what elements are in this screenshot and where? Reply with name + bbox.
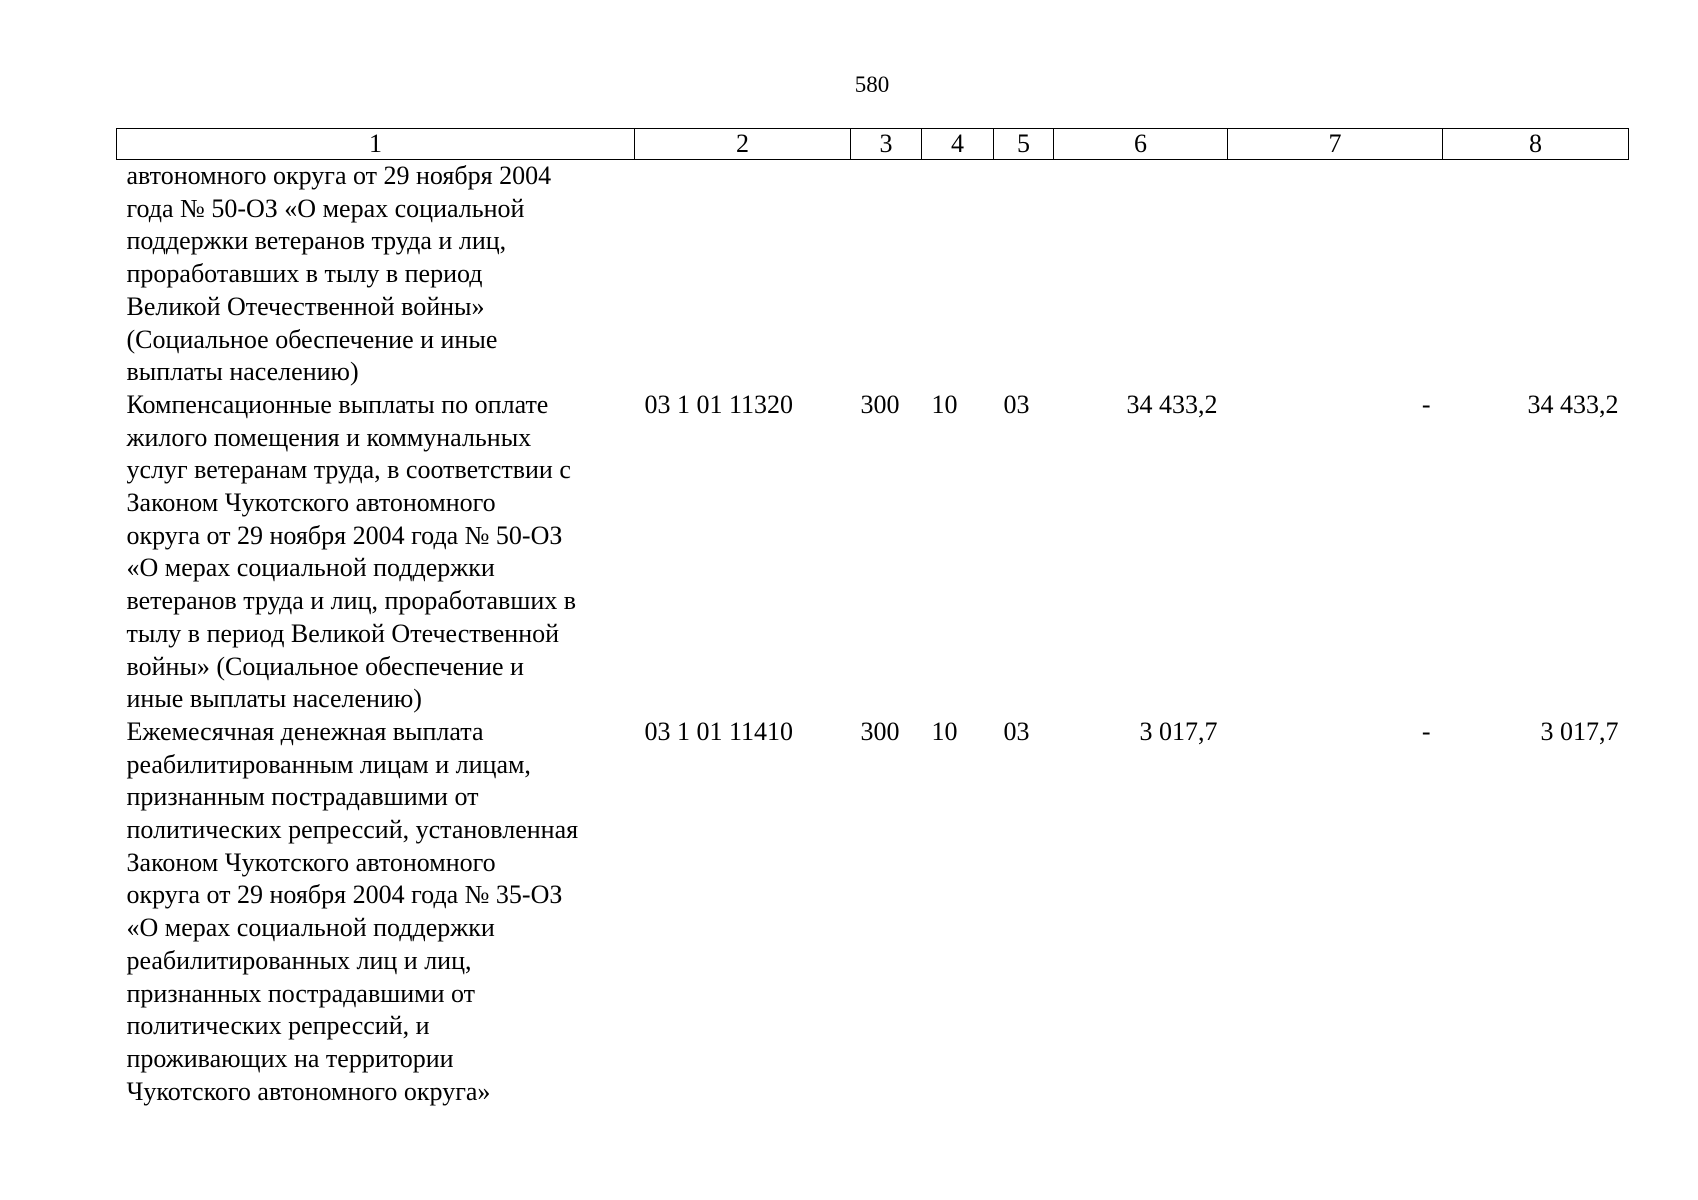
header-col-7: 7 (1228, 129, 1443, 160)
table-row (117, 389, 1629, 716)
description-line: политических репрессий, и (126, 1011, 430, 1041)
header-col-8: 8 (1443, 129, 1629, 160)
description-line: автономного округа от 29 ноября 2004 (126, 161, 552, 190)
header-col-6: 6 (1054, 129, 1228, 160)
description-line: Компенсационные выплаты по оплате (126, 389, 549, 419)
description-line: проработавших в тылу в период (126, 259, 483, 289)
table-header (117, 129, 1629, 160)
header-col-4: 4 (922, 129, 994, 160)
description-line: Законом Чукотского автономного (126, 488, 496, 518)
row-amount-regional (1443, 160, 1629, 389)
description-line: жилого помещения и коммунальных (126, 422, 532, 452)
description-line: Великой Отечественной войны» (126, 291, 485, 321)
row-subsection: 03 (1003, 716, 1030, 746)
table-row (117, 160, 1629, 389)
description-line: политических репрессий, установленная (126, 815, 579, 845)
description-line: тылу в период Великой Отечественной (126, 618, 560, 648)
row-section: 10 (931, 389, 958, 419)
row-expense-type (851, 160, 922, 389)
description-line: реабилитированным лицам и лицам, (126, 749, 531, 779)
description-line: ветеранов труда и лиц, проработавших в (126, 586, 577, 616)
description-line: реабилитированных лиц и лиц, (126, 945, 472, 975)
row-section (922, 160, 994, 389)
row-amount-total: 34 433,2 (1126, 389, 1218, 419)
row-amount-total: 3 017,7 (1139, 716, 1218, 746)
row-amount-federal (1228, 160, 1443, 389)
row-expense-type: 300 (860, 389, 900, 419)
description-line: округа от 29 ноября 2004 года № 35-ОЗ (126, 880, 563, 910)
header-col-1: 1 (117, 129, 635, 160)
description-line: признанным пострадавшими от (126, 782, 479, 812)
description-line: услуг ветеранам труда, в соответствии с (126, 455, 571, 485)
header-row (117, 129, 1629, 160)
header-col-3: 3 (851, 129, 922, 160)
page-number: 580 (854, 72, 890, 97)
row-subsection: 03 (1003, 389, 1030, 419)
row-amount-regional: 34 433,2 (1527, 389, 1619, 419)
row-subsection (994, 160, 1054, 389)
table-row (117, 716, 1629, 1108)
row-amount-federal: - (1421, 716, 1431, 746)
row-amount-regional: 3 017,7 (1540, 716, 1619, 746)
budget-table (116, 128, 1629, 1108)
description-line: округа от 29 ноября 2004 года № 50-ОЗ (126, 520, 563, 550)
row-description (117, 160, 635, 389)
description-line: Законом Чукотского автономного (126, 847, 496, 877)
row-amount-total (1054, 160, 1228, 389)
row-expense-type: 300 (860, 716, 900, 746)
row-description (117, 389, 635, 716)
description-line: Ежемесячная денежная выплата (126, 716, 484, 746)
description-line: «О мерах социальной поддержки (126, 553, 495, 583)
header-col-2: 2 (635, 129, 851, 160)
row-target-code: 03 1 01 11410 (644, 716, 794, 746)
row-target-code: 03 1 01 11320 (644, 389, 794, 419)
description-line: Чукотского автономного округа» (126, 1076, 491, 1106)
description-line: войны» (Социальное обеспечение и (126, 651, 524, 681)
description-line: поддержки ветеранов труда и лиц, (126, 226, 507, 256)
row-amount-federal: - (1421, 389, 1431, 419)
description-line: проживающих на территории (126, 1043, 454, 1073)
description-line: признанных пострадавшими от (126, 978, 476, 1008)
row-section: 10 (931, 716, 958, 746)
description-line: (Социальное обеспечение и иные (126, 324, 498, 354)
description-line: иные выплаты населению) (126, 684, 422, 714)
row-description (117, 716, 635, 1108)
header-col-5: 5 (994, 129, 1054, 160)
description-line: «О мерах социальной поддержки (126, 913, 495, 943)
description-line: выплаты населению) (126, 357, 359, 387)
row-target-code (635, 160, 851, 389)
description-line: года № 50-ОЗ «О мерах социальной (126, 193, 525, 223)
table-body (117, 160, 1629, 1109)
